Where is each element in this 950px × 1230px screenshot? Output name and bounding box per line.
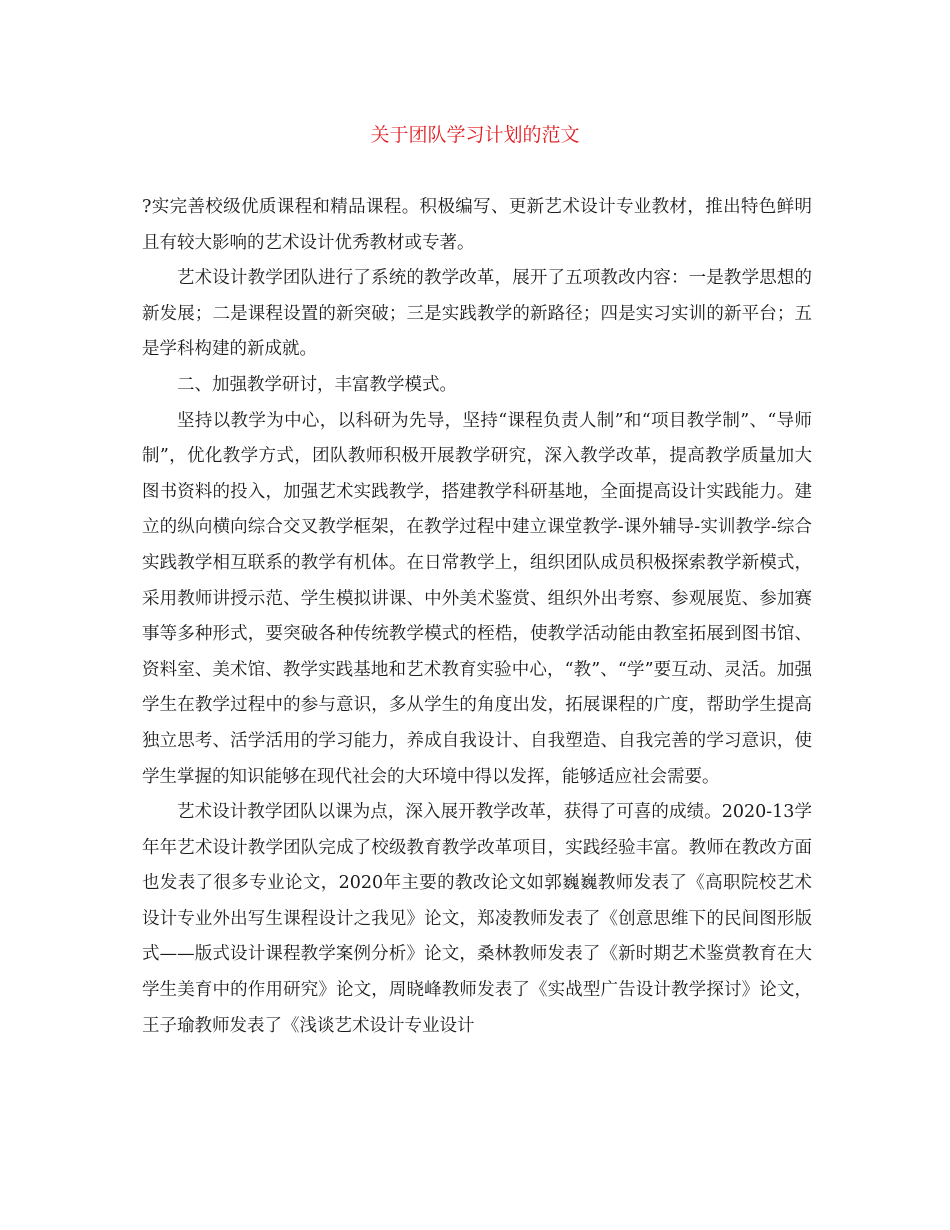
paragraph-3: 坚持以教学为中心，以科研为先导，坚持“课程负责人制”和“项目教学制”、“导师制”，优化教学方式，团队教师积极开展教学研究，深入教学改革，提高教学质量加大图书资料的投入，加强艺术实践教学，搭建教学科研基地，全面提高设计实践能力。建立的纵向横向综合交叉教学框架，在教学过程中建立课堂教学-课外辅导-实训教学-综合实践教学相互联系的教学有机体。在日常教学上，组织团队成员积极探索教学新模式，采用教师讲授示范、学生模拟讲课、中外美术鉴赏、组织外出考察、参观展览、参加赛事等多种形式，要突破各种传统教学模式的桎梏，使教学活动能由教室拓展到图书馆、资料室、美术馆、教学实践基地和艺术教育实验中心，“教”、“学”要互动、灵活。加强学生在教学过程中的参与意识，多从学生的角度出发，拓展课程的广度，帮助学生提高独立思考、活学活用的学习能力，养成自我设计、自我塑造、自我完善的学习意识，使学生掌握的知识能够在现代社会的大环境中得以发挥，能够适应社会需要。 <box>142 410 812 787</box>
paragraph-2: 艺术设计教学团队进行了系统的教学改革，展开了五项教改内容：一是教学思想的新发展；二是课程设置的新突破；三是实践教学的新路径；四是实习实训的新平台；五是学科构建的新成就。 <box>142 268 812 360</box>
document-title: 关于团队学习计划的范文 <box>370 124 580 146</box>
section-heading-2: 二、加强教学研讨，丰富教学模式。 <box>177 374 457 395</box>
paragraph-4: 艺术设计教学团队以课为点，深入展开教学改革，获得了可喜的成绩。2020-13学年年艺术设计教学团队完成了校级教育教学改革项目，实践经验丰富。教师在教改方面也发表了很多专业论文，2020年主要的教改论文如郭巍巍教师发表了《高职院校艺术设计专业外出写生课程设计之我见》论文，郑凌教师发表了《创意思维下的民间图形版式——版式设计课程教学案例分析》论文，桑林教师发表了《新时期艺术鉴赏教育在大学生美育中的作用研究》论文，周晓峰教师发表了《实战型广告设计教学探讨》论文，王子瑜教师发表了《浅谈艺术设计专业设计 <box>142 802 812 1036</box>
document-body <box>142 190 812 1044</box>
paragraph-1: ?实完善校级优质课程和精品课程。积极编写、更新艺术设计专业教材，推出特色鲜明且有较大影响的艺术设计优秀教材或专著。 <box>142 197 812 253</box>
